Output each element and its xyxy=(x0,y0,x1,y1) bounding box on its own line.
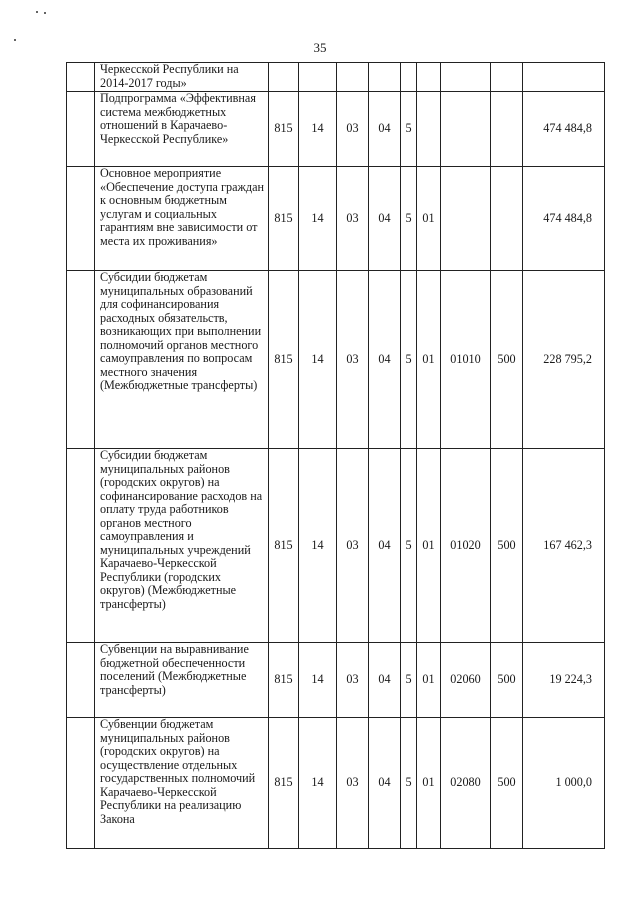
expense-type-cell: 500 xyxy=(491,643,523,718)
row-name-cell: Черкесской Республики на 2014-2017 годы» xyxy=(95,63,269,92)
amount-cell xyxy=(523,63,605,92)
row-name-cell: Субсидии бюджетам муниципальных районов (городских округов) на софинансирование расходов на оплату труда работников органов местного самоуправления и муниципальных учреждений Карачаево-Черкесской Республики (городских округов) (Межбюджетные трансферты) xyxy=(95,449,269,643)
direction-code-cell: 01010 xyxy=(441,271,491,449)
subprogram-code-cell: 5 xyxy=(401,92,417,167)
subsection-code-cell: 03 xyxy=(337,449,369,643)
expense-type-cell: 500 xyxy=(491,271,523,449)
activity-code-cell: 01 xyxy=(417,271,441,449)
direction-code-cell xyxy=(441,63,491,92)
section-code-cell: 14 xyxy=(299,271,337,449)
subprogram-code-cell: 5 xyxy=(401,643,417,718)
activity-code-cell xyxy=(417,92,441,167)
amount-cell: 474 484,8 xyxy=(523,92,605,167)
expense-type-cell xyxy=(491,167,523,271)
ministry-code-cell: 815 xyxy=(269,643,299,718)
blank-cell xyxy=(67,449,95,643)
program-code-cell: 04 xyxy=(369,449,401,643)
blank-cell xyxy=(67,63,95,92)
scan-speck xyxy=(36,11,38,13)
row-name-cell: Субсидии бюджетам муниципальных образований для софинансирования расходных обязательств, возникающих при выполнении полномочий органов местного самоуправления по вопросам местного значения (Межбюджетные трансферты) xyxy=(95,271,269,449)
amount-cell: 228 795,2 xyxy=(523,271,605,449)
blank-cell xyxy=(67,271,95,449)
expense-type-cell: 500 xyxy=(491,449,523,643)
subsection-code-cell: 03 xyxy=(337,167,369,271)
subsection-code-cell xyxy=(337,63,369,92)
blank-cell xyxy=(67,167,95,271)
ministry-code-cell xyxy=(269,63,299,92)
subsection-code-cell: 03 xyxy=(337,718,369,849)
ministry-code-cell: 815 xyxy=(269,92,299,167)
subprogram-code-cell: 5 xyxy=(401,167,417,271)
row-name-cell: Субвенции бюджетам муниципальных районов (городских округов) на осуществление отдельных государственных полномочий Карачаево-Черкесской Республики на реализацию Закона xyxy=(95,718,269,849)
expense-type-cell: 500 xyxy=(491,718,523,849)
blank-cell xyxy=(67,718,95,849)
table-row xyxy=(67,718,605,849)
row-name-cell: Подпрограмма «Эффективная система межбюджетных отношений в Карачаево-Черкесской Республике» xyxy=(95,92,269,167)
amount-cell: 19 224,3 xyxy=(523,643,605,718)
direction-code-cell xyxy=(441,167,491,271)
program-code-cell xyxy=(369,63,401,92)
activity-code-cell: 01 xyxy=(417,643,441,718)
activity-code-cell: 01 xyxy=(417,167,441,271)
table-row xyxy=(67,643,605,718)
program-code-cell: 04 xyxy=(369,643,401,718)
table-row xyxy=(67,449,605,643)
activity-code-cell: 01 xyxy=(417,449,441,643)
ministry-code-cell: 815 xyxy=(269,167,299,271)
program-code-cell: 04 xyxy=(369,271,401,449)
amount-cell: 1 000,0 xyxy=(523,718,605,849)
expense-type-cell xyxy=(491,63,523,92)
direction-code-cell xyxy=(441,92,491,167)
page-number: 35 xyxy=(313,40,327,55)
ministry-code-cell: 815 xyxy=(269,271,299,449)
scan-speck xyxy=(44,12,46,14)
program-code-cell: 04 xyxy=(369,167,401,271)
program-code-cell: 04 xyxy=(369,92,401,167)
table-row xyxy=(67,271,605,449)
direction-code-cell: 02060 xyxy=(441,643,491,718)
table-row xyxy=(67,92,605,167)
activity-code-cell xyxy=(417,63,441,92)
section-code-cell: 14 xyxy=(299,92,337,167)
row-name-cell: Основное мероприятие «Обеспечение доступа граждан к основным бюджетным услугам и социальных гарантиям вне зависимости от места их проживания» xyxy=(95,167,269,271)
expense-type-cell xyxy=(491,92,523,167)
budget-table xyxy=(66,62,605,849)
section-code-cell: 14 xyxy=(299,449,337,643)
subsection-code-cell: 03 xyxy=(337,643,369,718)
section-code-cell xyxy=(299,63,337,92)
activity-code-cell: 01 xyxy=(417,718,441,849)
subprogram-code-cell xyxy=(401,63,417,92)
subprogram-code-cell: 5 xyxy=(401,271,417,449)
section-code-cell: 14 xyxy=(299,167,337,271)
direction-code-cell: 02080 xyxy=(441,718,491,849)
blank-cell xyxy=(67,643,95,718)
subprogram-code-cell: 5 xyxy=(401,718,417,849)
direction-code-cell: 01020 xyxy=(441,449,491,643)
section-code-cell: 14 xyxy=(299,643,337,718)
blank-cell xyxy=(67,92,95,167)
section-code-cell: 14 xyxy=(299,718,337,849)
amount-cell: 167 462,3 xyxy=(523,449,605,643)
ministry-code-cell: 815 xyxy=(269,449,299,643)
amount-cell: 474 484,8 xyxy=(523,167,605,271)
subsection-code-cell: 03 xyxy=(337,92,369,167)
subprogram-code-cell: 5 xyxy=(401,449,417,643)
table-row xyxy=(67,63,605,92)
table-row xyxy=(67,167,605,271)
ministry-code-cell: 815 xyxy=(269,718,299,849)
row-name-cell: Субвенции на выравнивание бюджетной обеспеченности поселений (Межбюджетные трансферты) xyxy=(95,643,269,718)
program-code-cell: 04 xyxy=(369,718,401,849)
subsection-code-cell: 03 xyxy=(337,271,369,449)
